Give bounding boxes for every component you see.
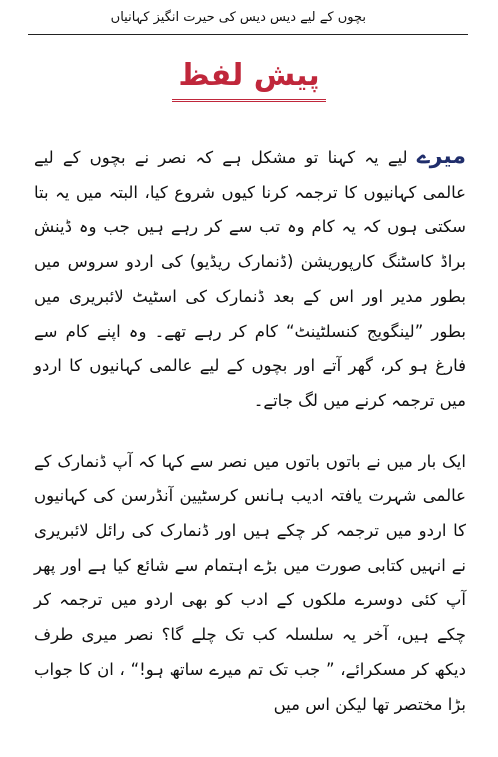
paragraph-1 <box>34 140 466 419</box>
title-container <box>0 58 498 102</box>
body-text <box>34 140 466 722</box>
paragraph-1-text: لیے یہ کہنا تو مشکل ہے کہ نصر نے بچوں کے لیے عالمی کہانیوں کا ترجمہ کرنا کیوں شروع کیا، البتہ میں یہ بتا سکتی ہوں کہ یہ کام وہ تب سے کر رہے ہیں جب وہ ڈینش براڈ کاسٹنگ کارپوریشن (ڈنمارک ریڈیو) کی اردو سروس میں بطور مدیر اور اس کے بعد ڈنمارک کی اسٹیٹ لائبریری میں بطور ”لینگویج کنسلٹینٹ“ کام کر رہے تھے۔ وہ اپنے کام سے فارغ ہو کر، گھر آتے اور بچوں کے لیے عالمی کہانیوں کا اردو میں ترجمہ کرنے میں لگ جاتے۔ <box>34 148 466 410</box>
running-title: بچوں کے لیے دیس دیس کی حیرت انگیز کہانیاں <box>110 10 366 25</box>
paragraph-2-text: ایک بار میں نے باتوں باتوں میں نصر سے کہا کہ آپ ڈنمارک کے عالمی شہرت یافتہ ادیب ہانس کرسٹیین آنڈرسن کی کہانیوں کا اردو میں ترجمہ کر چکے ہیں اور ڈنمارک کی رائل لائبریری نے انہیں کتابی صورت میں بڑے اہتمام سے شائع کیا ہے اور پھر آپ کئی دوسرے ملکوں کے ادب کو بھی اردو میں ترجمہ کر چکے ہیں، آخر یہ سلسلہ کب تک چلے گا؟ نصر میری طرف دیکھ کر مسکرائے، ” جب تک تم میرے ساتھ ہو!“ ، ان کا جواب بڑا مختصر تھا لیکن اس میں <box>34 451 466 714</box>
section-title: پیش لفظ <box>172 58 325 102</box>
header-rule <box>28 34 468 35</box>
lead-word: میرے <box>416 144 466 169</box>
page-header <box>0 4 498 34</box>
paragraph-2 <box>34 445 466 723</box>
